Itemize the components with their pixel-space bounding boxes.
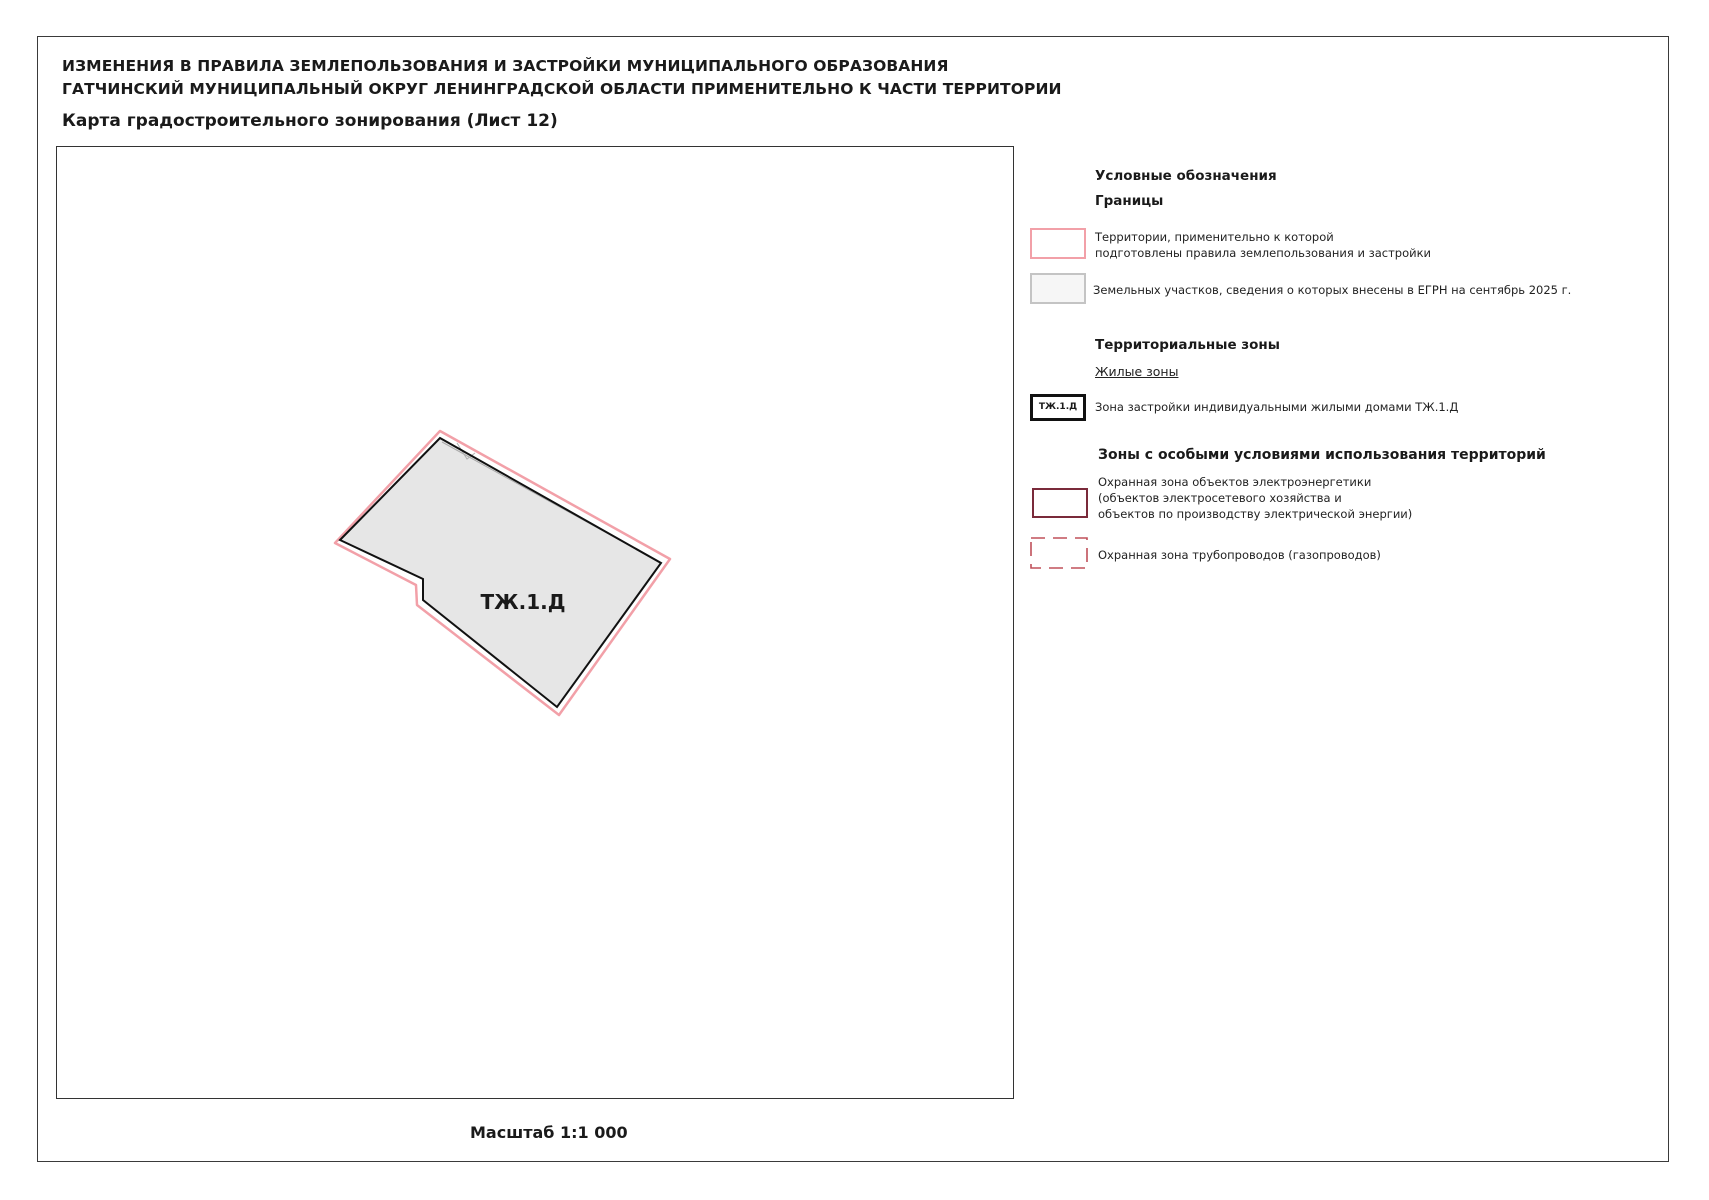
document-title-line-1: ИЗМЕНЕНИЯ В ПРАВИЛА ЗЕМЛЕПОЛЬЗОВАНИЯ И ЗАСТРОЙКИ МУНИЦИПАЛЬНОГО ОБРАЗОВАНИЯ	[62, 57, 949, 75]
zone-tzh1d-label: Зона застройки индивидуальными жилыми домами ТЖ.1.Д	[1095, 400, 1459, 414]
map-frame	[56, 146, 1014, 1099]
territorial-zones-heading: Территориальные зоны	[1095, 337, 1280, 353]
electric-protection-zone-label	[1098, 474, 1412, 522]
parcel-boundary-label: Земельных участков, сведения о которых внесены в ЕГРН на сентябрь 2025 г.	[1093, 283, 1572, 297]
parcel-boundary-symbol	[1030, 273, 1086, 304]
territory-boundary-symbol	[1030, 228, 1086, 259]
zone-label: ТЖ.1.Д	[480, 590, 566, 614]
zone-tzh1d-symbol: ТЖ.1.Д	[1030, 394, 1086, 421]
gas-protection-zone-label: Охранная зона трубопроводов (газопроводов)	[1098, 548, 1381, 562]
electric-protection-zone-symbol	[1032, 488, 1088, 518]
residential-zones-heading: Жилые зоны	[1095, 364, 1179, 379]
legend-boundaries-heading: Границы	[1095, 193, 1164, 209]
territory-boundary-label	[1095, 229, 1431, 261]
elec-label-line-1: Охранная зона объектов электроэнергетики	[1098, 475, 1372, 489]
document-title-line-2: ГАТЧИНСКИЙ МУНИЦИПАЛЬНЫЙ ОКРУГ ЛЕНИНГРАДСКОЙ ОБЛАСТИ ПРИМЕНИТЕЛЬНО К ЧАСТИ ТЕРРИТОРИИ	[62, 80, 1062, 98]
special-zones-heading: Зоны с особыми условиями использования территорий	[1098, 447, 1546, 463]
elec-label-line-2: (объектов электросетевого хозяйства и	[1098, 491, 1342, 505]
map-scale: Масштаб 1:1 000	[470, 1123, 628, 1142]
parcel-area	[340, 438, 661, 707]
elec-label-line-3: объектов по производству электрической энергии)	[1098, 507, 1413, 521]
legend-heading: Условные обозначения	[1095, 168, 1277, 184]
territory-label-line-2: подготовлены правила землепользования и застройки	[1095, 246, 1432, 260]
map-canvas	[57, 147, 1015, 1100]
territory-label-line-1: Территории, применительно к которой	[1095, 230, 1334, 244]
map-subtitle: Карта градостроительного зонирования (Лист 12)	[62, 111, 558, 131]
gas-protection-zone-symbol	[1030, 536, 1090, 570]
